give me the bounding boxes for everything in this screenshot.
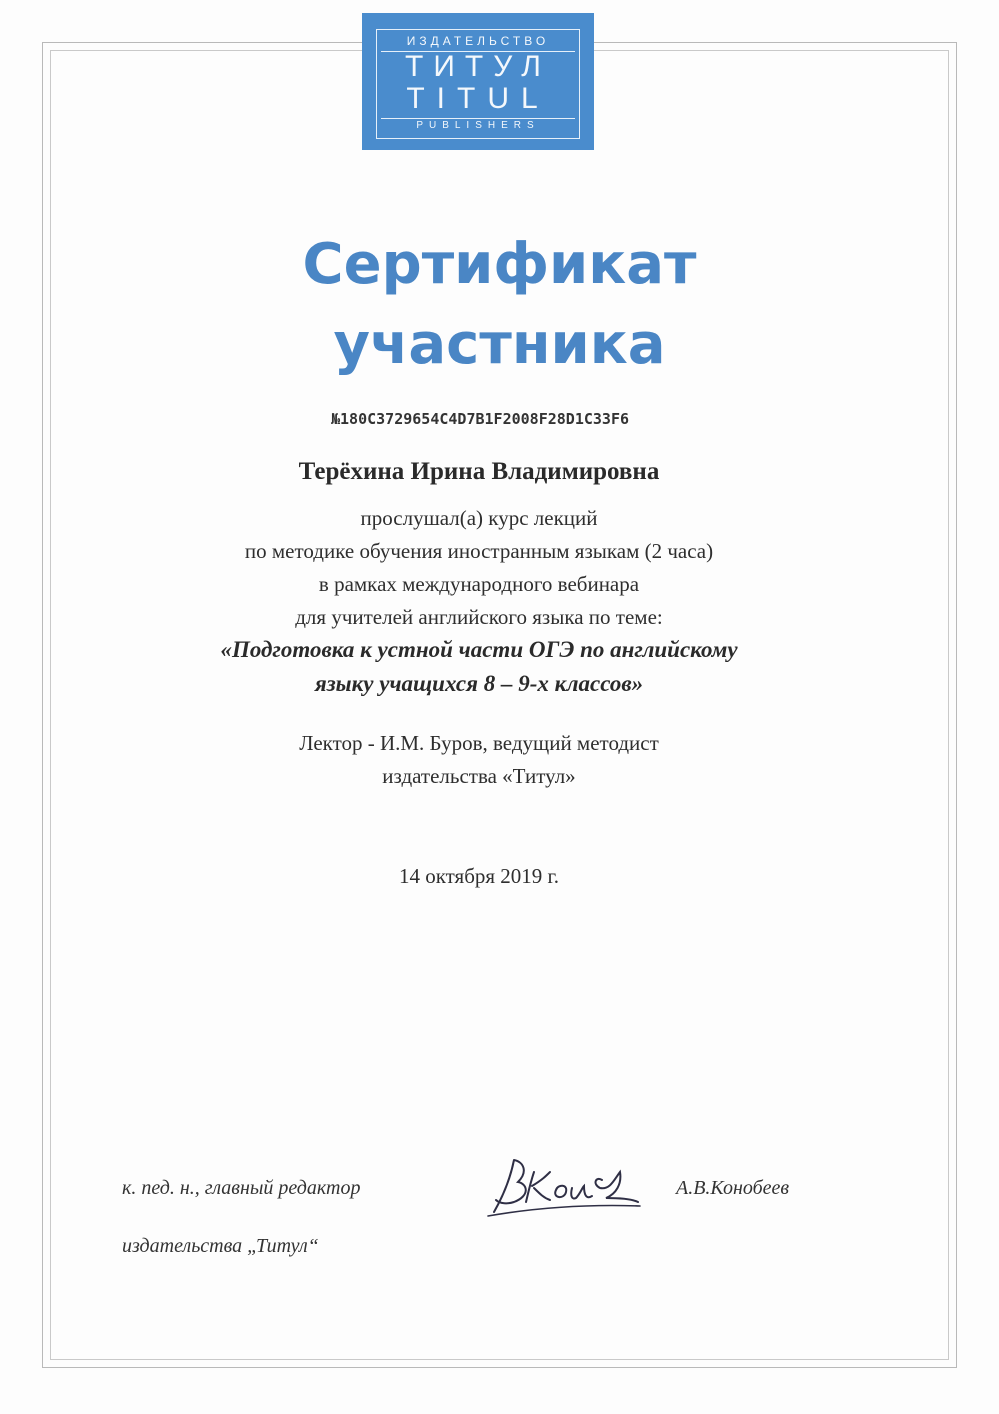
logo-text-titul-en: TITUL bbox=[406, 82, 550, 115]
body-line: для учителей английского языка по теме: bbox=[295, 605, 663, 629]
logo-frame bbox=[376, 29, 580, 139]
course-topic-line: языку учащихся 8 – 9-х классов» bbox=[314, 671, 644, 696]
handwritten-signature bbox=[484, 1150, 644, 1222]
logo-divider bbox=[381, 118, 575, 119]
lecturer-line: издательства «Титул» bbox=[382, 764, 576, 788]
certificate-date: 14 октября 2019 г. bbox=[398, 864, 560, 888]
certificate-number: №180C3729654C4D7B1F2008F28D1C33F6 bbox=[330, 410, 629, 428]
signatory-name: А.В.Конобеев bbox=[676, 1177, 790, 1199]
body-line: прослушал(а) курс лекций bbox=[360, 506, 598, 530]
lecturer-line: Лектор - И.М. Буров, ведущий методист bbox=[299, 731, 659, 755]
logo-text-titul-ru: ТИТУЛ bbox=[405, 50, 551, 83]
certificate-title-line1: Сертификат bbox=[302, 232, 697, 297]
logo-text-publisher-ru: ИЗДАТЕЛЬСТВО bbox=[406, 34, 550, 48]
certificate-title-line2: участника bbox=[333, 312, 666, 377]
participant-name: Терёхина Ирина Владимировна bbox=[298, 458, 660, 485]
signatory-position: к. пед. н., главный редактор bbox=[122, 1177, 361, 1199]
signatory-organization: издательства „Титул“ bbox=[122, 1235, 319, 1257]
logo-text-publishers-en: PUBLISHERS bbox=[416, 120, 540, 131]
body-line: по методике обучения иностранным языкам (2 часа) bbox=[244, 539, 714, 563]
publisher-logo bbox=[362, 13, 594, 150]
body-line: в рамках международного вебинара bbox=[318, 572, 640, 596]
course-topic-line: «Подготовка к устной части ОГЭ по английскому bbox=[220, 637, 738, 662]
